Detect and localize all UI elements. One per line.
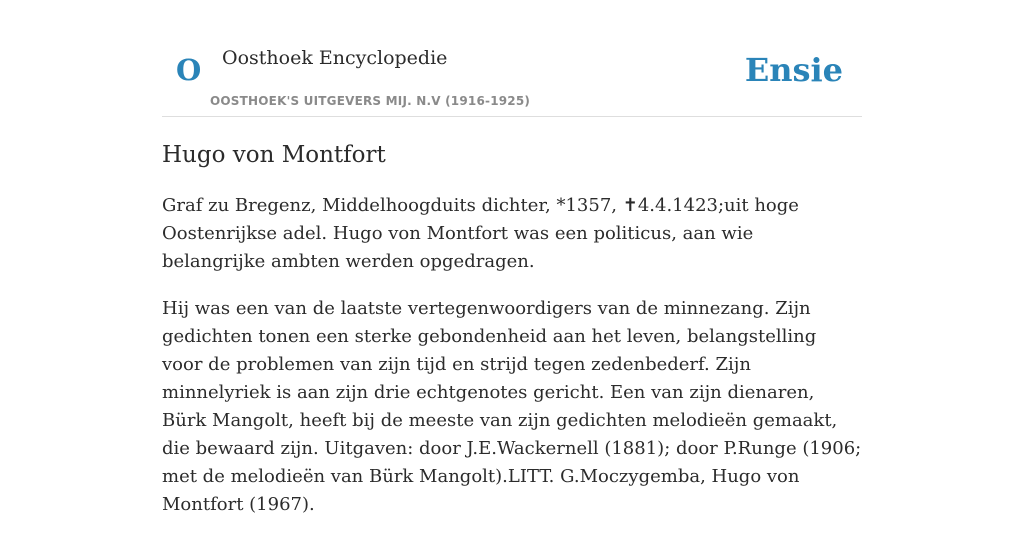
article-paragraph: Graf zu Bregenz, Middelhoogduits dichter, *1357, ✝4.4.1423;uit hoge Oostenrijkse adel. Hugo von Montfort was een politicus, aan wie belangrijke ambten werden opgedragen. xyxy=(162,195,799,272)
article-paragraph: Hij was een van de laatste vertegenwoordigers van de minnezang. Zijn gedichten tonen een sterke gebondenheid aan het leven, belangstelling voor de problemen van zijn tijd en strijd tegen zedenbederf. Zijn minnelyriek is aan zijn drie echtgenotes gericht. Een van zijn dienaren, Bürk Mangolt, heeft bij de meeste van zijn gedichten melodieën gemaakt, die bewaard zijn. Uitgaven: door J.E.Wackernell (1881); door P.Runge (1906; met de melodieën van Bürk Mangolt).LITT. G.Moczygemba, Hugo von Montfort (1967). xyxy=(162,298,862,515)
publisher-subtitle: OOSTHOEK'S UITGEVERS MIJ. N.V (1916-1925) xyxy=(210,94,531,108)
publication-title[interactable]: Oosthoek Encyclopedie xyxy=(222,47,448,69)
site-header xyxy=(162,0,862,117)
publication-logo[interactable]: O xyxy=(176,53,202,87)
brand-logo[interactable]: Ensie xyxy=(744,51,843,89)
article-body xyxy=(162,192,862,538)
article-title: Hugo von Montfort xyxy=(162,142,386,168)
